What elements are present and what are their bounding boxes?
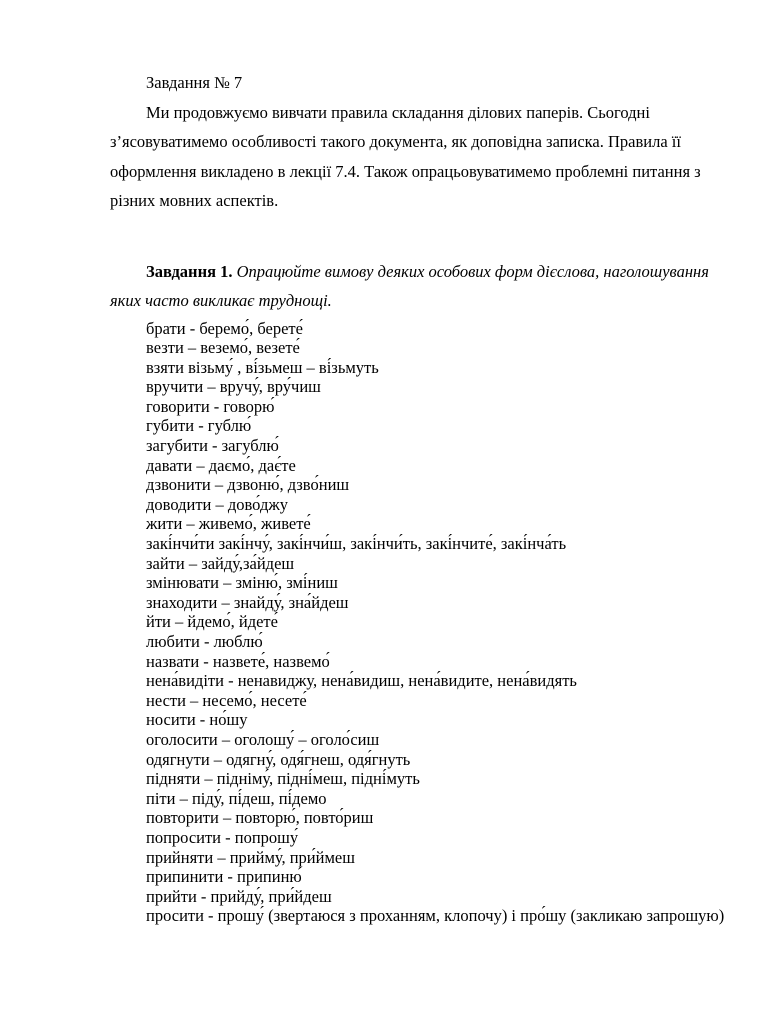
verb-form-line: взяти візьму́ , ві́зьмеш – ві́зьмуть [146,357,379,377]
verb-form-line: оголосити – оголошу́ – оголо́сиш [146,729,380,749]
verb-form-line: змінювати – зміню́, змі́ниш [146,573,338,593]
verb-form-line: вручити – вручу́, вру́чиш [146,377,321,397]
verb-form-line: везти – веземо́, везете́ [146,338,300,358]
verb-form-line: знаходити – знайду́, зна́йдеш [146,592,349,612]
document-page [110,68,725,926]
verb-form-line: любити - люблю́ [146,632,263,651]
verb-form-line: попросити - попрошу́ [146,827,299,847]
verb-form-line: йти – йдемо́, йдете́ [146,612,278,632]
document-heading: Завдання № 7 [146,73,243,92]
verb-form-line: носити - но́шу [146,710,248,730]
verb-form-line: одягнути – одягну́, одя́гнеш, одя́гнуть [146,749,411,769]
verb-form-line: назвати - назвете́, назвемо́ [146,651,330,671]
verb-form-line: просити - прошу́ (звертаюся з проханням, клопочу) і про́шу (закликаю запрошую) [146,906,725,926]
verb-form-line: доводити – дово́джу [146,494,289,514]
task-1-paragraph [110,257,725,316]
task-1-label: Завдання 1. [146,261,233,281]
verb-form-line: піти – піду́, пі́деш, пі́демо [146,788,327,808]
verb-form-line: закі́нчи́ти закі́нчу́, закі́нчи́ш, закі́нчи́ть, закі́нчите́, закі́нча́ть [146,534,567,554]
verb-form-line: підняти – підніму́, підні́меш, підні́муть [146,769,420,789]
verb-form-line: нена́видіти - ненавиджу, нена́видиш, нена́видите, нена́видять [146,671,577,691]
verb-form-line: брати - беремо́, берете́ [146,318,303,338]
verb-forms-list [110,319,725,926]
verb-form-line: нести – несемо́, несете́ [146,690,307,710]
verb-form-line: прийти - прийду́, при́йдеш [146,886,332,906]
verb-form-line: прийняти – прийму́, при́ймеш [146,847,355,867]
verb-form-line: припинити - припиню́ [146,867,302,887]
verb-form-line: загубити - загублю́ [146,436,279,456]
intro-paragraph: Ми продовжуємо вивчати правила складання ділових паперів. Сьогодні з’ясовуватимемо особливості такого документа, як доповідна записка. Правила її оформлення викладено в лекції 7.4. Також опрацьовуватимемо проблемні питання з різних мовних аспектів. [110,102,701,210]
verb-form-line: говорити - говорю́ [146,396,275,416]
task-1-instruction: Опрацюйте вимову деяких особових форм дієслова, наголошування яких часто викликає труднощі. [110,261,709,310]
verb-form-line: губити - гублю́ [146,416,252,436]
verb-form-line: дзвонити – дзвоню́, дзво́ниш [146,475,350,495]
verb-form-line: давати – даємо́, дає́те [146,455,296,475]
blank-space [110,216,725,257]
verb-form-line: повторити – повторю́, повто́риш [146,808,374,828]
verb-form-line: зайти – зайду́,за́йдеш [146,553,295,573]
verb-form-line: жити – живемо́, живете́ [146,514,311,534]
